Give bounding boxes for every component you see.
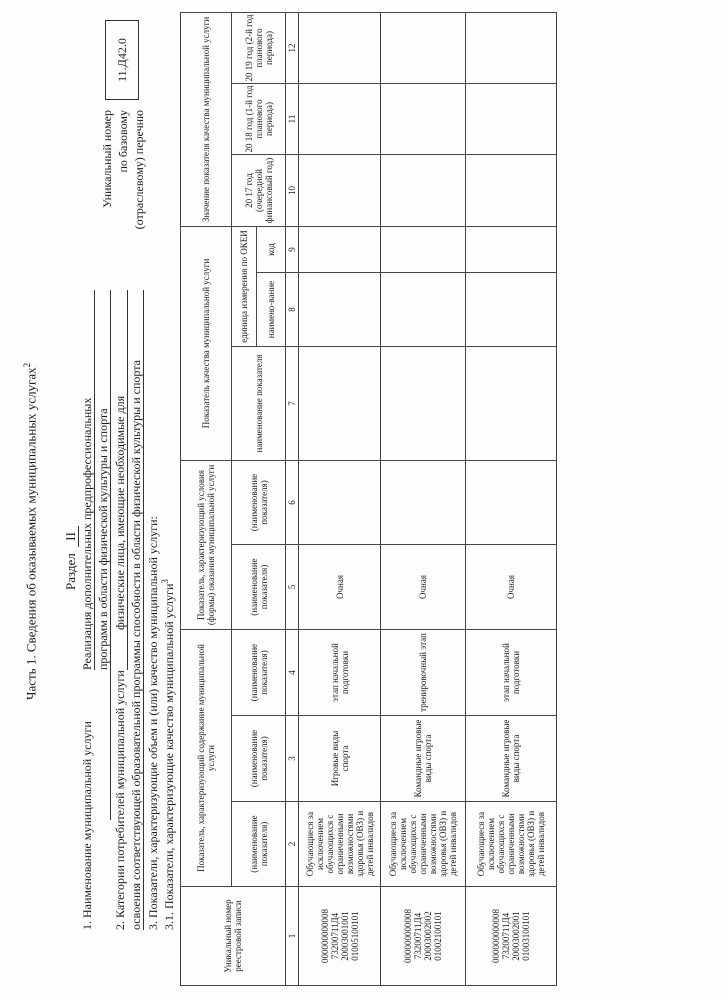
num-1: 1 [285, 886, 299, 986]
row2-c4: тренировочный этап [380, 629, 466, 716]
row1-c7 [298, 346, 381, 461]
unique-label-3: (отраслевому) перечню [132, 110, 146, 230]
unique-code-box: 11.Д42.0 [105, 20, 139, 100]
num-8: 8 [285, 272, 299, 347]
row3-reg: 000000000008 73200711Д4 20003002001 01003100101 [465, 886, 557, 986]
service-name-label: 1. Наименование муниципальной услуги [80, 721, 94, 930]
th-year-1: 20 17 год (очередной финансовый год) [231, 154, 286, 227]
th-year-3: 20 19 год (2-й год планового периода) [231, 12, 286, 84]
th-qname: наименование показателя [231, 346, 286, 461]
num-5: 5 [285, 544, 299, 630]
th-ind-6: (наименование показателя) [231, 460, 286, 545]
th-value: Значение показателя качества муниципальной услуги [180, 12, 232, 227]
quality-label: 3.1. Показатели, характеризующие качество муниципальной услуги$^3$ [160, 579, 176, 930]
th-reg: Уникальный номер реестровой записи [180, 886, 286, 986]
row1-c12 [298, 12, 381, 84]
th-year-2: 20 18 год (1-й год планового периода) [231, 83, 286, 155]
row3-c6 [465, 460, 557, 545]
th-ind-3: (наименование показателя) [231, 715, 286, 802]
row1-c10 [298, 154, 381, 227]
row2-reg: 000000000008 73200711Д4 20003002002 01002100101 [380, 886, 466, 986]
indicators-label: 3. Показатели, характеризующие объем и (или) качество муниципальной услуги: [146, 516, 160, 930]
row3-c4: этап начальной подготовки [465, 629, 557, 716]
th-ind-5: (наименование показателя) [231, 544, 286, 630]
row2-c2: Обучающиеся за исключением обучающихся с ограниченными возможностями здоровья (ОВЗ) и детей инвалидов [380, 801, 466, 887]
num-7: 7 [285, 346, 299, 461]
service-name-value-2: программ в области физической культуры и спорта [96, 290, 111, 820]
num-4: 4 [285, 629, 299, 716]
num-3: 3 [285, 715, 299, 802]
row3-c11 [465, 83, 557, 155]
row2-c12 [380, 12, 466, 84]
th-conditions: Показатель, характеризующий условия (формы) оказания муниципальной услуги [180, 460, 232, 630]
th-unit-code: код [256, 226, 286, 273]
row2-c8 [380, 272, 466, 347]
part-title: Часть 1. Сведения об оказываемых муниципальных услугах$^2$ [22, 362, 39, 700]
row3-c8 [465, 272, 557, 347]
th-ind-4: (наименование показателя) [231, 629, 286, 716]
row2-c9 [380, 226, 466, 273]
row3-c12 [465, 12, 557, 84]
row2-c6 [380, 460, 466, 545]
row1-c2: Обучающиеся за исключением обучающихся с ограниченными возможностями здоровья (ОВЗ) и детей инвалидов [298, 801, 381, 887]
row1-c6 [298, 460, 381, 545]
row2-c3: Командные игровые виды спорта [380, 715, 466, 802]
row3-c9 [465, 226, 557, 273]
consumers-value-1: физические лица, имеющие необходимые для [113, 290, 128, 670]
row3-c3: Командные игровые виды спорта [465, 715, 557, 802]
row1-c4: этап начальной подготовки [298, 629, 381, 716]
row2-c11 [380, 83, 466, 155]
row1-c8 [298, 272, 381, 347]
th-quality: Показатель качества муниципальной услуги [180, 226, 232, 461]
consumers-label: 2. Категории потребителей муниципальной услуги [113, 670, 127, 930]
num-11: 11 [285, 83, 299, 155]
row1-c3: Игровые виды спорта [298, 715, 381, 802]
unique-label-2: по базовому [116, 110, 130, 173]
service-name-value-1: Реализация дополнительных предпрофессиональных [80, 290, 95, 670]
row1-c9 [298, 226, 381, 273]
num-10: 10 [285, 154, 299, 227]
th-content: Показатель, характеризующий содержание муниципальной услуги [180, 629, 232, 887]
row3-c7 [465, 346, 557, 461]
consumers-value-2: освоения соответствующей образовательной программы способности в области физической культуры и спорта [129, 290, 144, 930]
num-2: 2 [285, 801, 299, 887]
row3-c10 [465, 154, 557, 227]
th-unit: единица измерения по ОКЕИ [231, 226, 257, 347]
th-unit-name: наимено-вание [256, 272, 286, 347]
row3-c5: Очная [465, 544, 557, 630]
th-ind-2: (наименование показателя) [231, 801, 286, 887]
num-6: 6 [285, 460, 299, 545]
row1-c5: Очная [298, 544, 381, 630]
num-9: 9 [285, 226, 299, 273]
row1-reg: 000000000008 73200711Д4 20003001001 01005100101 [298, 886, 381, 986]
row2-c7 [380, 346, 466, 461]
row1-c11 [298, 83, 381, 155]
row2-c5: Очная [380, 544, 466, 630]
section-heading: Раздел II [64, 526, 78, 590]
row2-c10 [380, 154, 466, 227]
num-12: 12 [285, 12, 299, 84]
row3-c2: Обучающиеся за исключением обучающихся с ограниченными возможностями здоровья (ОВЗ) и детей инвалидов [465, 801, 557, 887]
unique-label-1: Уникальный номер [100, 110, 114, 208]
